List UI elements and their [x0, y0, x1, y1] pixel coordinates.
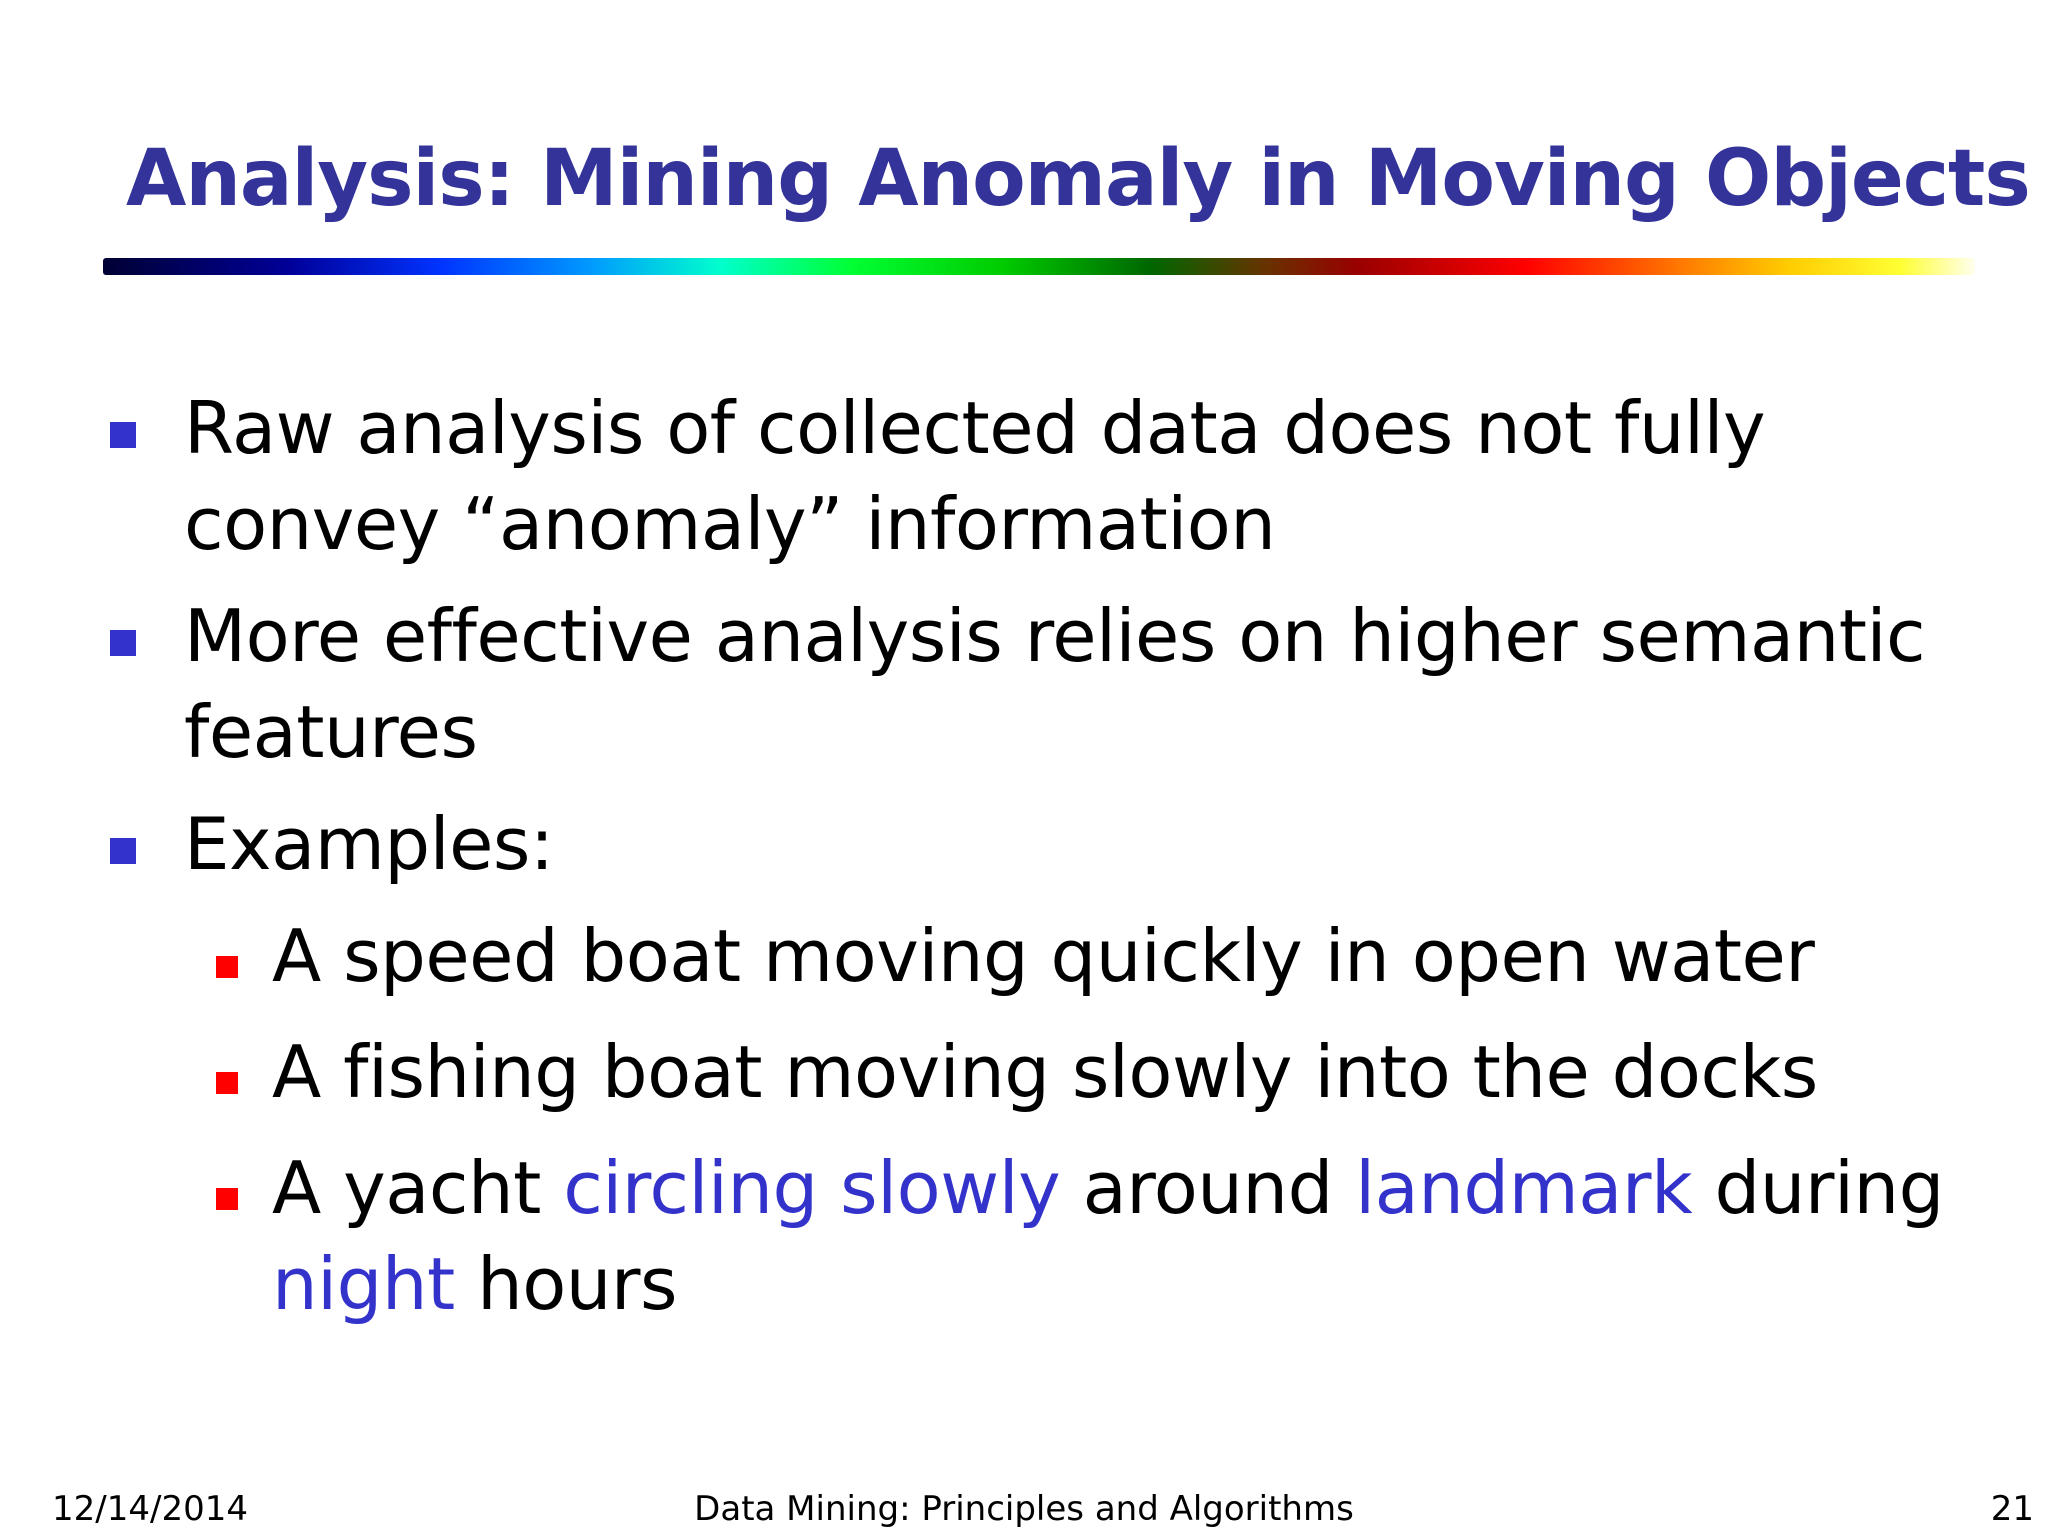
text-segment: A yacht — [272, 1146, 564, 1230]
square-bullet-icon — [110, 630, 136, 656]
sub-bullet-item — [110, 1140, 1970, 1332]
title-rainbow-rule — [103, 258, 1975, 275]
bullet-text: Raw analysis of collected data does not fully convey “anomaly” information — [184, 386, 1766, 566]
red-square-bullet-icon — [216, 1188, 238, 1210]
footer-date: 12/14/2014 — [52, 1489, 248, 1529]
sub-bullet-item — [110, 908, 1970, 1004]
bullet-item — [110, 380, 1970, 572]
highlighted-text: night — [272, 1242, 455, 1326]
sub-bullet-text: A fishing boat moving slowly into the docks — [272, 1030, 1818, 1114]
bullet-item — [110, 796, 1970, 892]
square-bullet-icon — [110, 838, 136, 864]
sub-bullet-text: A speed boat moving quickly in open water — [272, 914, 1815, 998]
text-segment: during — [1692, 1146, 1944, 1230]
text-segment: around — [1060, 1146, 1356, 1230]
footer-page-number: 21 — [1990, 1489, 2034, 1529]
red-square-bullet-icon — [216, 956, 238, 978]
sub-bullet-text — [272, 1146, 1944, 1326]
footer-course-title: Data Mining: Principles and Algorithms — [694, 1489, 1354, 1529]
square-bullet-icon — [110, 422, 136, 448]
bullet-item — [110, 588, 1970, 780]
text-segment: hours — [454, 1242, 678, 1326]
sub-bullet-item — [110, 1024, 1970, 1120]
bullet-text: Examples: — [184, 802, 554, 886]
red-square-bullet-icon — [216, 1072, 238, 1094]
bullet-text: More effective analysis relies on higher semantic features — [184, 594, 1926, 774]
highlighted-text: landmark — [1355, 1146, 1693, 1230]
slide-title: Analysis: Mining Anomaly in Moving Objects — [126, 134, 2030, 224]
highlighted-text: circling slowly — [563, 1146, 1061, 1230]
slide-body — [110, 380, 1970, 1352]
